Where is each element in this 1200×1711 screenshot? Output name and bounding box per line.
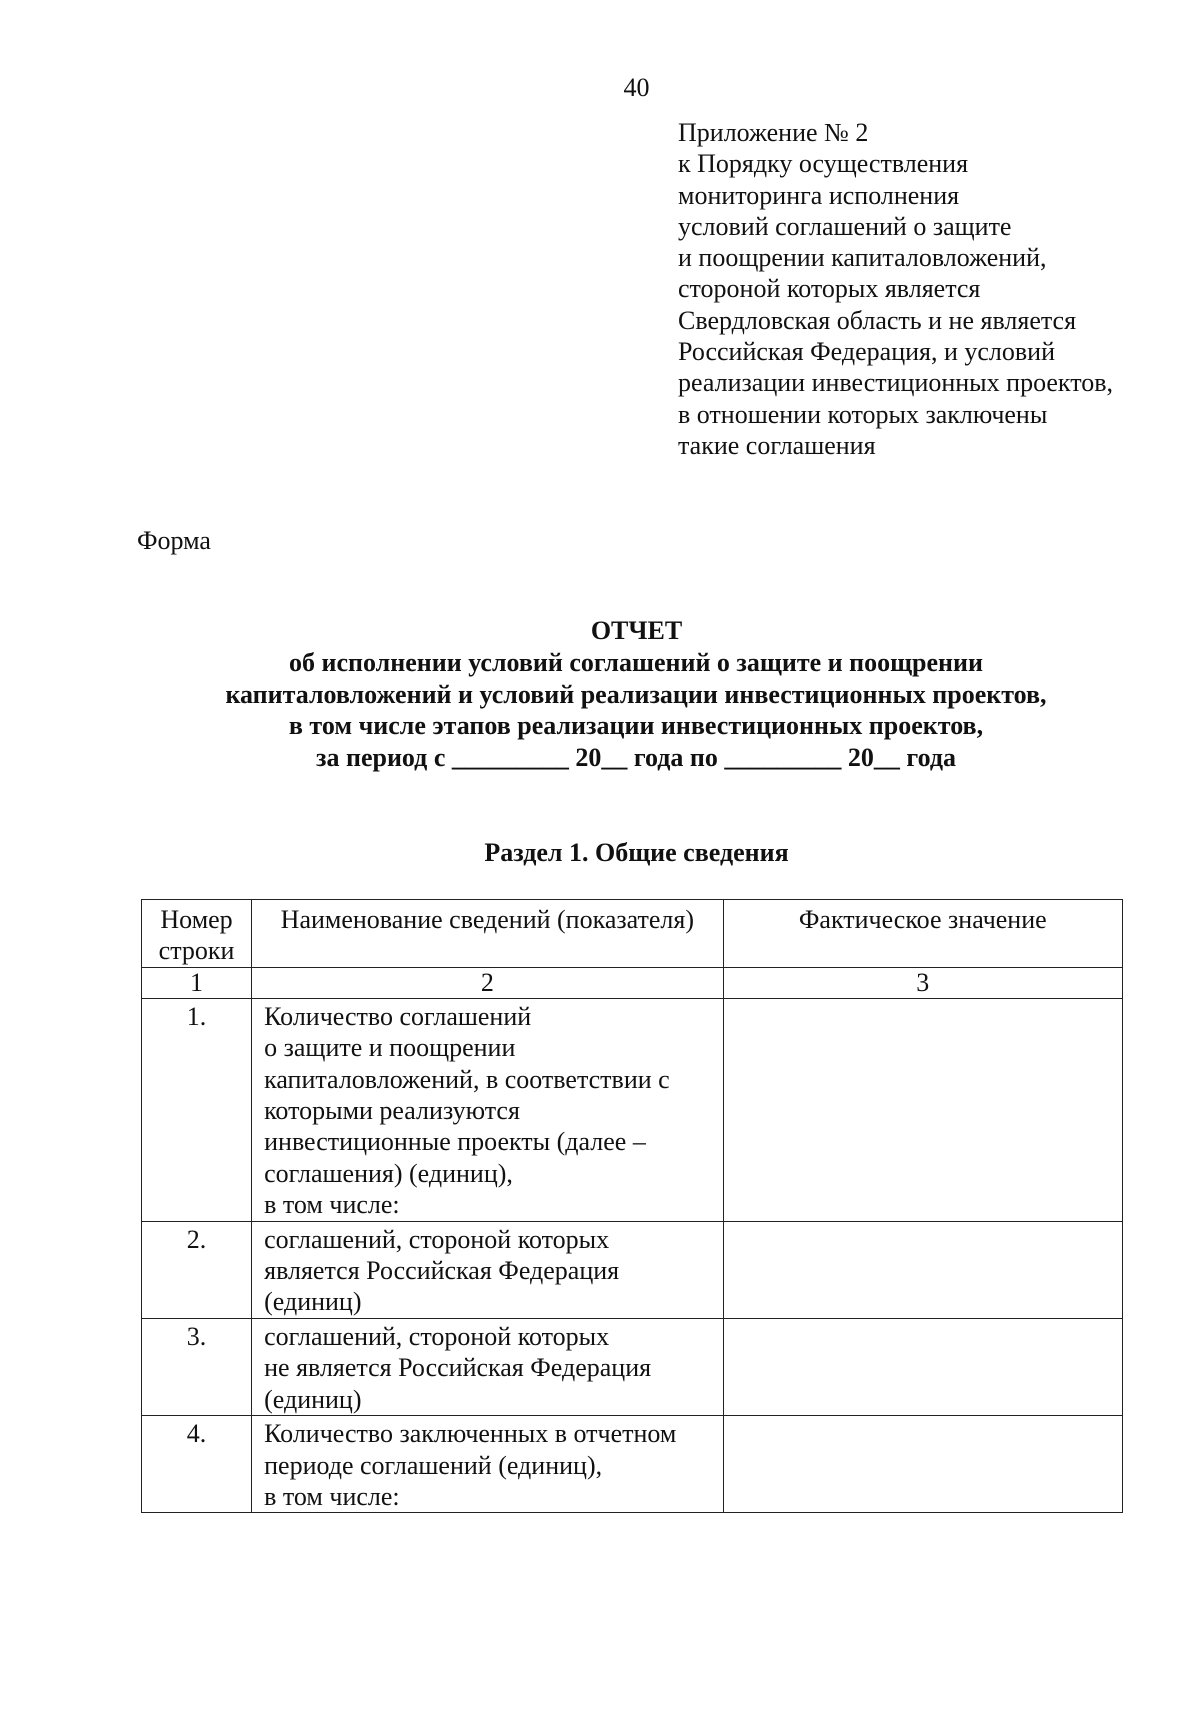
header-row-number-line: Номер: [160, 905, 233, 934]
report-period-line: за период с _________ 20__ года по _________ 20__ года: [316, 742, 956, 772]
row-indicator-name: [252, 998, 723, 1221]
row-name-line: (единиц): [264, 1287, 362, 1317]
column-index: 1: [142, 967, 252, 998]
appendix-line: условий соглашений о защите: [678, 211, 1012, 241]
report-subtitle-line: в том числе этапов реализации инвестиционных проектов,: [288, 711, 984, 740]
row-indicator-name: [252, 1318, 723, 1415]
column-index: 2: [252, 967, 723, 998]
form-label: Форма: [137, 526, 211, 555]
appendix-line: такие соглашения: [678, 430, 876, 460]
row-name-line: в том числе:: [264, 1190, 400, 1220]
row-name-line: в том числе:: [264, 1481, 400, 1511]
appendix-line: и поощрении капиталовложений,: [678, 243, 1047, 273]
report-subtitle-line: об исполнении условий соглашений о защите и поощрении: [289, 648, 983, 677]
row-name-line: инвестиционные проекты (далее –: [264, 1127, 646, 1157]
header-row-number-line: строки: [158, 936, 235, 966]
row-number: 1.: [142, 998, 252, 1221]
row-indicator-name: [252, 1416, 723, 1513]
row-actual-value[interactable]: [723, 1221, 1122, 1318]
column-index: 3: [723, 967, 1122, 998]
table-row: [142, 1221, 1123, 1318]
row-name-line: периоде соглашений (единиц),: [264, 1450, 603, 1480]
row-name-line: Количество соглашений: [264, 1001, 532, 1031]
row-number: 2.: [142, 1221, 252, 1318]
header-actual-value: Фактическое значение: [723, 900, 1122, 968]
row-actual-value[interactable]: [723, 1318, 1122, 1415]
page-number: 40: [623, 73, 650, 102]
row-name-line: капиталовложений, в соответствии с: [264, 1064, 670, 1094]
report-subtitle-line: капиталовложений и условий реализации инвестиционных проектов,: [225, 679, 1047, 709]
row-name-line: не является Российская Федерация: [264, 1353, 652, 1383]
general-info-table: [141, 899, 1123, 1513]
column-index-row: [142, 967, 1123, 998]
appendix-line: мониторинга исполнения: [678, 180, 960, 210]
row-name-line: является Российская Федерация: [264, 1256, 620, 1286]
appendix-line: Российская Федерация, и условий: [678, 337, 1056, 367]
header-row-number: [142, 900, 252, 968]
row-actual-value[interactable]: [723, 1416, 1122, 1513]
appendix-note: [678, 117, 1178, 461]
row-name-line: Количество заключенных в отчетном: [264, 1419, 677, 1449]
table-row: [142, 1318, 1123, 1415]
row-name-line: соглашений, стороной которых: [264, 1321, 610, 1351]
appendix-line: Свердловская область и не является: [678, 305, 1077, 335]
row-name-line: которыми реализуются: [264, 1096, 520, 1126]
section-title: Раздел 1. Общие сведения: [484, 838, 789, 867]
appendix-line: к Порядку осуществления: [678, 149, 969, 179]
appendix-line: реализации инвестиционных проектов,: [678, 368, 1114, 398]
report-subtitle: [150, 647, 1122, 773]
row-indicator-name: [252, 1221, 723, 1318]
row-name-line: о защите и поощрении: [264, 1033, 516, 1063]
table-row: [142, 998, 1123, 1221]
table-row: [142, 1416, 1123, 1513]
report-title: ОТЧЕТ: [590, 616, 683, 645]
appendix-line: Приложение № 2: [678, 118, 869, 147]
row-actual-value[interactable]: [723, 998, 1122, 1221]
row-number: 4.: [142, 1416, 252, 1513]
header-indicator-name: Наименование сведений (показателя): [252, 900, 723, 968]
row-name-line: (единиц): [264, 1384, 362, 1414]
row-name-line: соглашения) (единиц),: [264, 1158, 513, 1188]
appendix-line: в отношении которых заключены: [678, 399, 1048, 429]
appendix-line: стороной которых является: [678, 274, 981, 304]
row-number: 3.: [142, 1318, 252, 1415]
row-name-line: соглашений, стороной которых: [264, 1224, 610, 1254]
table-header-row: [142, 900, 1123, 968]
